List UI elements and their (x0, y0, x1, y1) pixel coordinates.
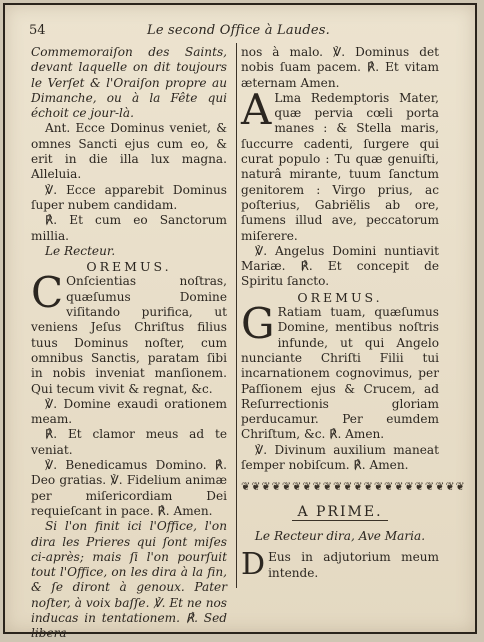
continuation-malo: nos à malo. ℣. Dominus det nobis ſuam pacem. ℟. Et vitam æternam Amen. (241, 45, 439, 90)
versicle: ℣. Ecce apparebit Dominus ſuper nubem candidam. (31, 182, 227, 212)
right-column (241, 45, 466, 583)
drop-cap-c: C (31, 268, 64, 318)
left-column (31, 45, 227, 642)
page-number: 54 (29, 23, 46, 38)
book-page (3, 3, 477, 641)
alma-redemptoris: A Lma Redemptoris Mater, quæ pervia cœli porta manes : & Stella maris, ſuccurre cadenti, ſurgere qui curat populo : Tu quæ genuiſti, naturâ mirante, tuum ſanctum genitorem : Virgo prius, ac poſterius, Gabriëlis ab ore, ſumens illud ave, peccatorum miſerere. (241, 84, 439, 243)
versicle-exaudi: ℣. Domine exaudi orationem meam. (31, 396, 227, 427)
rubric-recteur: Le Recteur. (45, 243, 116, 258)
title-rule (292, 520, 388, 521)
response: ℟. Et cum eo Sanctorum millia. (31, 213, 227, 243)
drop-cap-g: G (241, 299, 275, 349)
prayer-gratiam: G Ratiam tuam, quæſumus Domine, mentibus noſtris infunde, ut qui Angelo nunciante Chriſti Filii tui incarnationem cognovimus, per Paſſionem ejus & Crucem, ad Reſurrectionis gloriam perducamur. Per eumdem Chriſtum, &c. ℟. Amen. (241, 299, 439, 442)
rubric-finit: Si l'on finit ici l'Office, l'on dira les Prieres qui ſont miſes ci-après; mais ſi l'on pourſuit tout l'Office, on les dira à la fin, & ſe diront à genoux. Pater noſter, à voix baſſe. ℣. Et ne nos inducas in tentationem. ℟. Sed libera (31, 519, 227, 641)
section-title-prime: A PRIME. (297, 503, 383, 520)
versicle-divinum: ℣. Divinum auxilium maneat ſemper nobiſcum. ℟. Amen. (241, 442, 439, 473)
oremus-heading-right: OREMUS. (297, 289, 383, 305)
response-clamor: ℟. Et clamor meus ad te veniat. (31, 427, 227, 457)
versicle-angelus: ℣. Angelus Domini nuntiavit Mariæ. ℟. Et concepit de Spiritu ſancto. (241, 243, 439, 289)
drop-cap-d: D (241, 547, 266, 583)
deus-in-adjutorium: D Eus in adjutorium meum intende. (241, 547, 439, 583)
prayer-conscientias: C Onſcientias noſtras, quæſumus Domine viſitando purifica, ut veniens Jeſus Chriſtus filius tuus Dominus noſter, cum omnibus Sanctis, paratam ſibi in nobis inveniat manſionem. Qui tecum vivit & regnat, &c. (31, 268, 227, 396)
ornament-band: ❦❦❦❦❦❦❦❦❦❦❦❦❦❦❦❦❦❦❦❦❦❦ (241, 480, 466, 494)
antiphon: Ant. Ecce Dominus veniet, & omnes Sancti ejus cum eo, & erit in die illa lux magna. Alleluia. (31, 121, 227, 182)
oremus-heading-left: OREMUS. (86, 259, 172, 275)
page-header (5, 23, 475, 41)
versicle-benedicamus: ℣. Benedicamus Domino. ℟. Deo gratias. ℣. Fidelium animæ per miſericordiam Dei requieſcant in pace. ℟. Amen. (31, 458, 227, 518)
column-divider (236, 43, 237, 588)
rubric-ave-maria: Le Recteur dira, Ave Maria. (254, 528, 426, 543)
drop-cap-a: A (241, 84, 272, 134)
running-title: Le second Office à Laudes. (147, 23, 330, 38)
rubric-commemoration: Commemoraiſon des Saints, devant laquelle on dit toujours le Verſet & l'Oraiſon propre au Dimanche, ou à la Fête qui échoit ce jour-là. (31, 45, 227, 121)
